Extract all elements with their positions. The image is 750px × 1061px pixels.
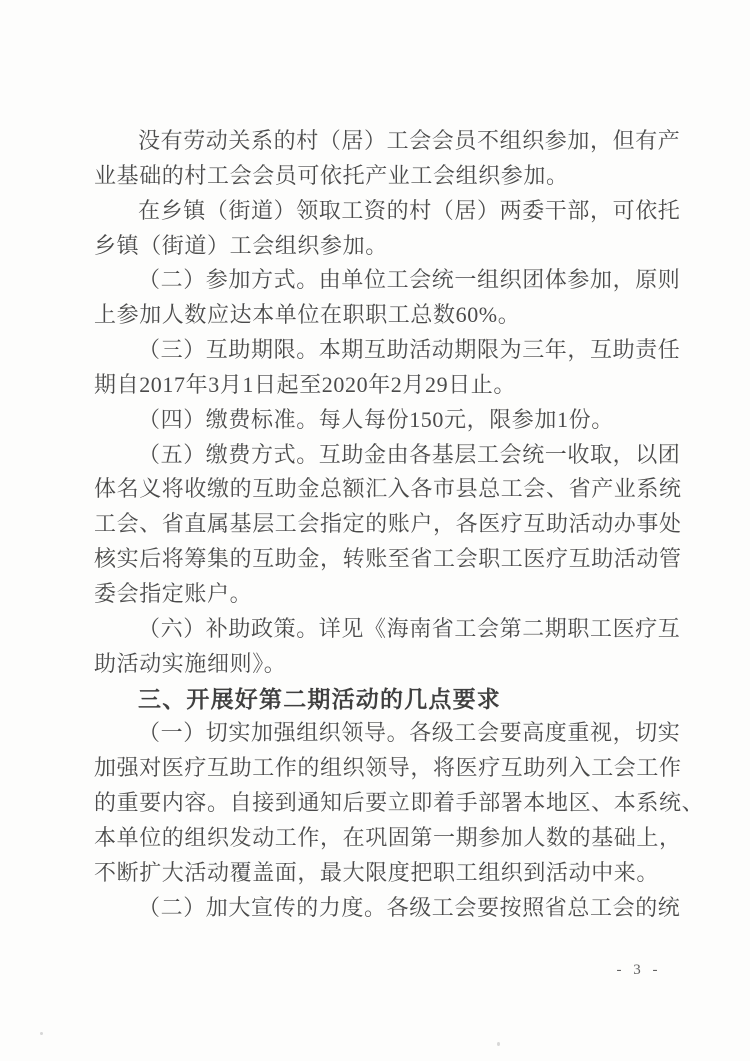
text-line: 上参加人数应达本单位在职职工总数60%。 <box>94 302 521 328</box>
scan-noise-speck <box>40 1032 43 1035</box>
text-line: 不断扩大活动覆盖面，最大限度把职工组织到活动中来。 <box>94 859 660 885</box>
text-line: 助活动实施细则》。 <box>94 650 287 676</box>
text-line: 工会、省直属基层工会指定的账户，各医疗互助活动办事处 <box>94 511 682 537</box>
text-line: 没有劳动关系的村（居）工会会员不组织参加，但有产 <box>138 128 681 153</box>
text-line: （二）参加方式。由单位工会统一组织团体参加，原则 <box>138 267 681 293</box>
text-line: 本单位的组织发动工作，在巩固第一期参加人数的基础上， <box>94 824 682 850</box>
text-line: 的重要内容。自接到通知后要立即着手部署本地区、本系统、 <box>94 790 705 816</box>
text-line: 体名义将收缴的互助金总额汇入各市县总工会、省产业系统 <box>94 476 682 502</box>
text-line: 乡镇（街道）工会组织参加。 <box>94 232 388 258</box>
text-line: 业基础的村工会会员可依托产业工会组织参加。 <box>94 162 569 188</box>
document-body <box>94 124 705 925</box>
text-line: （二）加大宣传的力度。各级工会要按照省总工会的统 <box>138 894 681 920</box>
page-number: - 3 - <box>616 962 662 978</box>
section-heading: 三、开展好第二期活动的几点要求 <box>138 685 501 712</box>
text-line: 期自2017年3月1日起至2020年2月29日止。 <box>94 371 517 397</box>
scan-noise-speck <box>497 1042 500 1046</box>
text-line: （五）缴费方式。互助金由各基层工会统一收取，以团 <box>138 441 681 467</box>
text-line: （一）切实加强组织领导。各级工会要高度重视，切实 <box>138 720 681 746</box>
text-line: 核实后将筹集的互助金，转账至省工会职工医疗互助活动管 <box>94 546 682 572</box>
text-line: 委会指定账户。 <box>94 580 253 606</box>
text-line: （四）缴费标准。每人每份150元，限参加1份。 <box>138 406 614 432</box>
text-line: 在乡镇（街道）领取工资的村（居）两委干部，可依托 <box>138 197 681 223</box>
text-line: 加强对医疗互助工作的组织领导，将医疗互助列入工会工作 <box>94 755 682 781</box>
text-line: （三）互助期限。本期互助活动期限为三年，互助责任 <box>138 337 681 363</box>
text-line: （六）补助政策。详见《海南省工会第二期职工医疗互 <box>138 615 681 641</box>
